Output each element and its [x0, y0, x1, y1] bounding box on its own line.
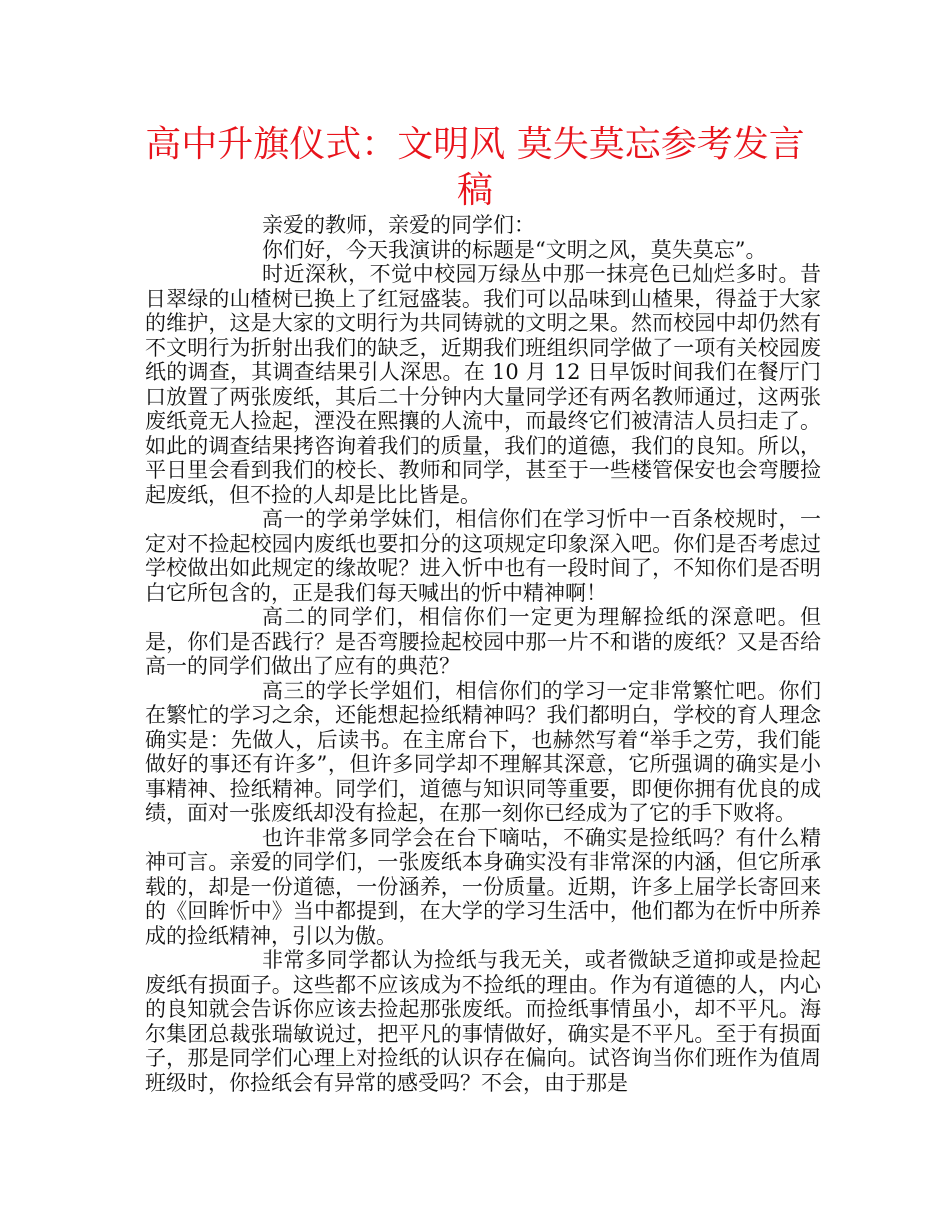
- body-paragraph: 高三的学长学姐们，相信你们的学习一定非常繁忙吧。你们在繁忙的学习之余，还能想起捡纸精神吗？我们都明白，学校的育人理念确实是：先做人，后读书。在主席台下，也赫然写着“举手之劳，我们能做好的事还有许多”，但许多同学却不理解其深意，它所强调的确实是小事精神、捡纸精神。同学们，道德与知识同等重要，即便你拥有优良的成绩，面对一张废纸却没有捡起，在那一刻你已经成为了它的手下败将。: [145, 678, 821, 825]
- document-title-line-1: 高中升旗仪式：文明风 莫失莫忘参考发言: [145, 124, 805, 165]
- salutation: 亲爱的教师，亲爱的同学们：: [262, 213, 535, 237]
- document-title: [100, 122, 850, 214]
- body-paragraph: 高二的同学们，相信你们一定更为理解捡纸的深意吧。但是，你们是否践行？是否弯腰捡起校园中那一片不和谐的废纸？又是否给高一的同学们做出了应有的典范？: [145, 605, 821, 678]
- body-paragraph: 也许非常多同学会在台下嘀咕，不确实是捡纸吗？有什么精神可言。亲爱的同学们，一张废纸本身确实没有非常深的内涵，但它所承载的，却是一份道德，一份涵养，一份质量。近期，许多上届学长寄回来的《回眸忻中》当中都提到，在大学的学习生活中，他们都为在忻中所养成的捡纸精神，引以为傲。: [145, 825, 821, 948]
- document-body: [145, 213, 821, 1095]
- greeting-paragraph: 你们好，今天我演讲的标题是“文明之风，莫失莫忘”。: [262, 237, 767, 262]
- body-paragraph: 时近深秋，不觉中校园万绿丛中那一抹亮色已灿烂多时。昔日翠绿的山楂树已换上了红冠盛装。我们可以品味到山楂果，得益于大家的维护，这是大家的文明行为共同铸就的文明之果。然而校园中却仍然有不文明行为折射出我们的缺乏，近期我们班组织同学做了一项有关校园废纸的调查，其调查结果引人深思。在 10 月 12 日早饭时间我们在餐厅门口放置了两张废纸，其后二十分钟内大量同学还有两名教师通过，这两张废纸竟无人捡起，湮没在熙攘的人流中，而最终它们被清洁人员扫走了。如此的调查结果拷咨询着我们的质量，我们的道德，我们的良知。所以，平日里会看到我们的校长、教师和同学，甚至于一些楼管保安也会弯腰捡起废纸，但不捡的人却是比比皆是。: [145, 262, 821, 507]
- body-paragraph: 高一的学弟学妹们，相信你们在学习忻中一百条校规时，一定对不捡起校园内废纸也要扣分的这项规定印象深入吧。你们是否考虑过学校做出如此规定的缘故呢？进入忻中也有一段时间了，不知你们是否明白它所包含的，正是我们每天喊出的忻中精神啊！: [145, 507, 821, 605]
- body-paragraph: 非常多同学都认为捡纸与我无关，或者微缺乏道抑或是捡起废纸有损面子。这些都不应该成为不捡纸的理由。作为有道德的人，内心的良知就会告诉你应该去捡起那张废纸。而捡纸事情虽小，却不平凡。海尔集团总裁张瑞敏说过，把平凡的事情做好，确实是不平凡。至于有损面子，那是同学们心理上对捡纸的认识存在偏向。试咨询当你们班作为值周班级时，你捡纸会有异常的感受吗？不会，由于那是: [145, 948, 821, 1095]
- document-title-line-2: 稿: [456, 170, 493, 211]
